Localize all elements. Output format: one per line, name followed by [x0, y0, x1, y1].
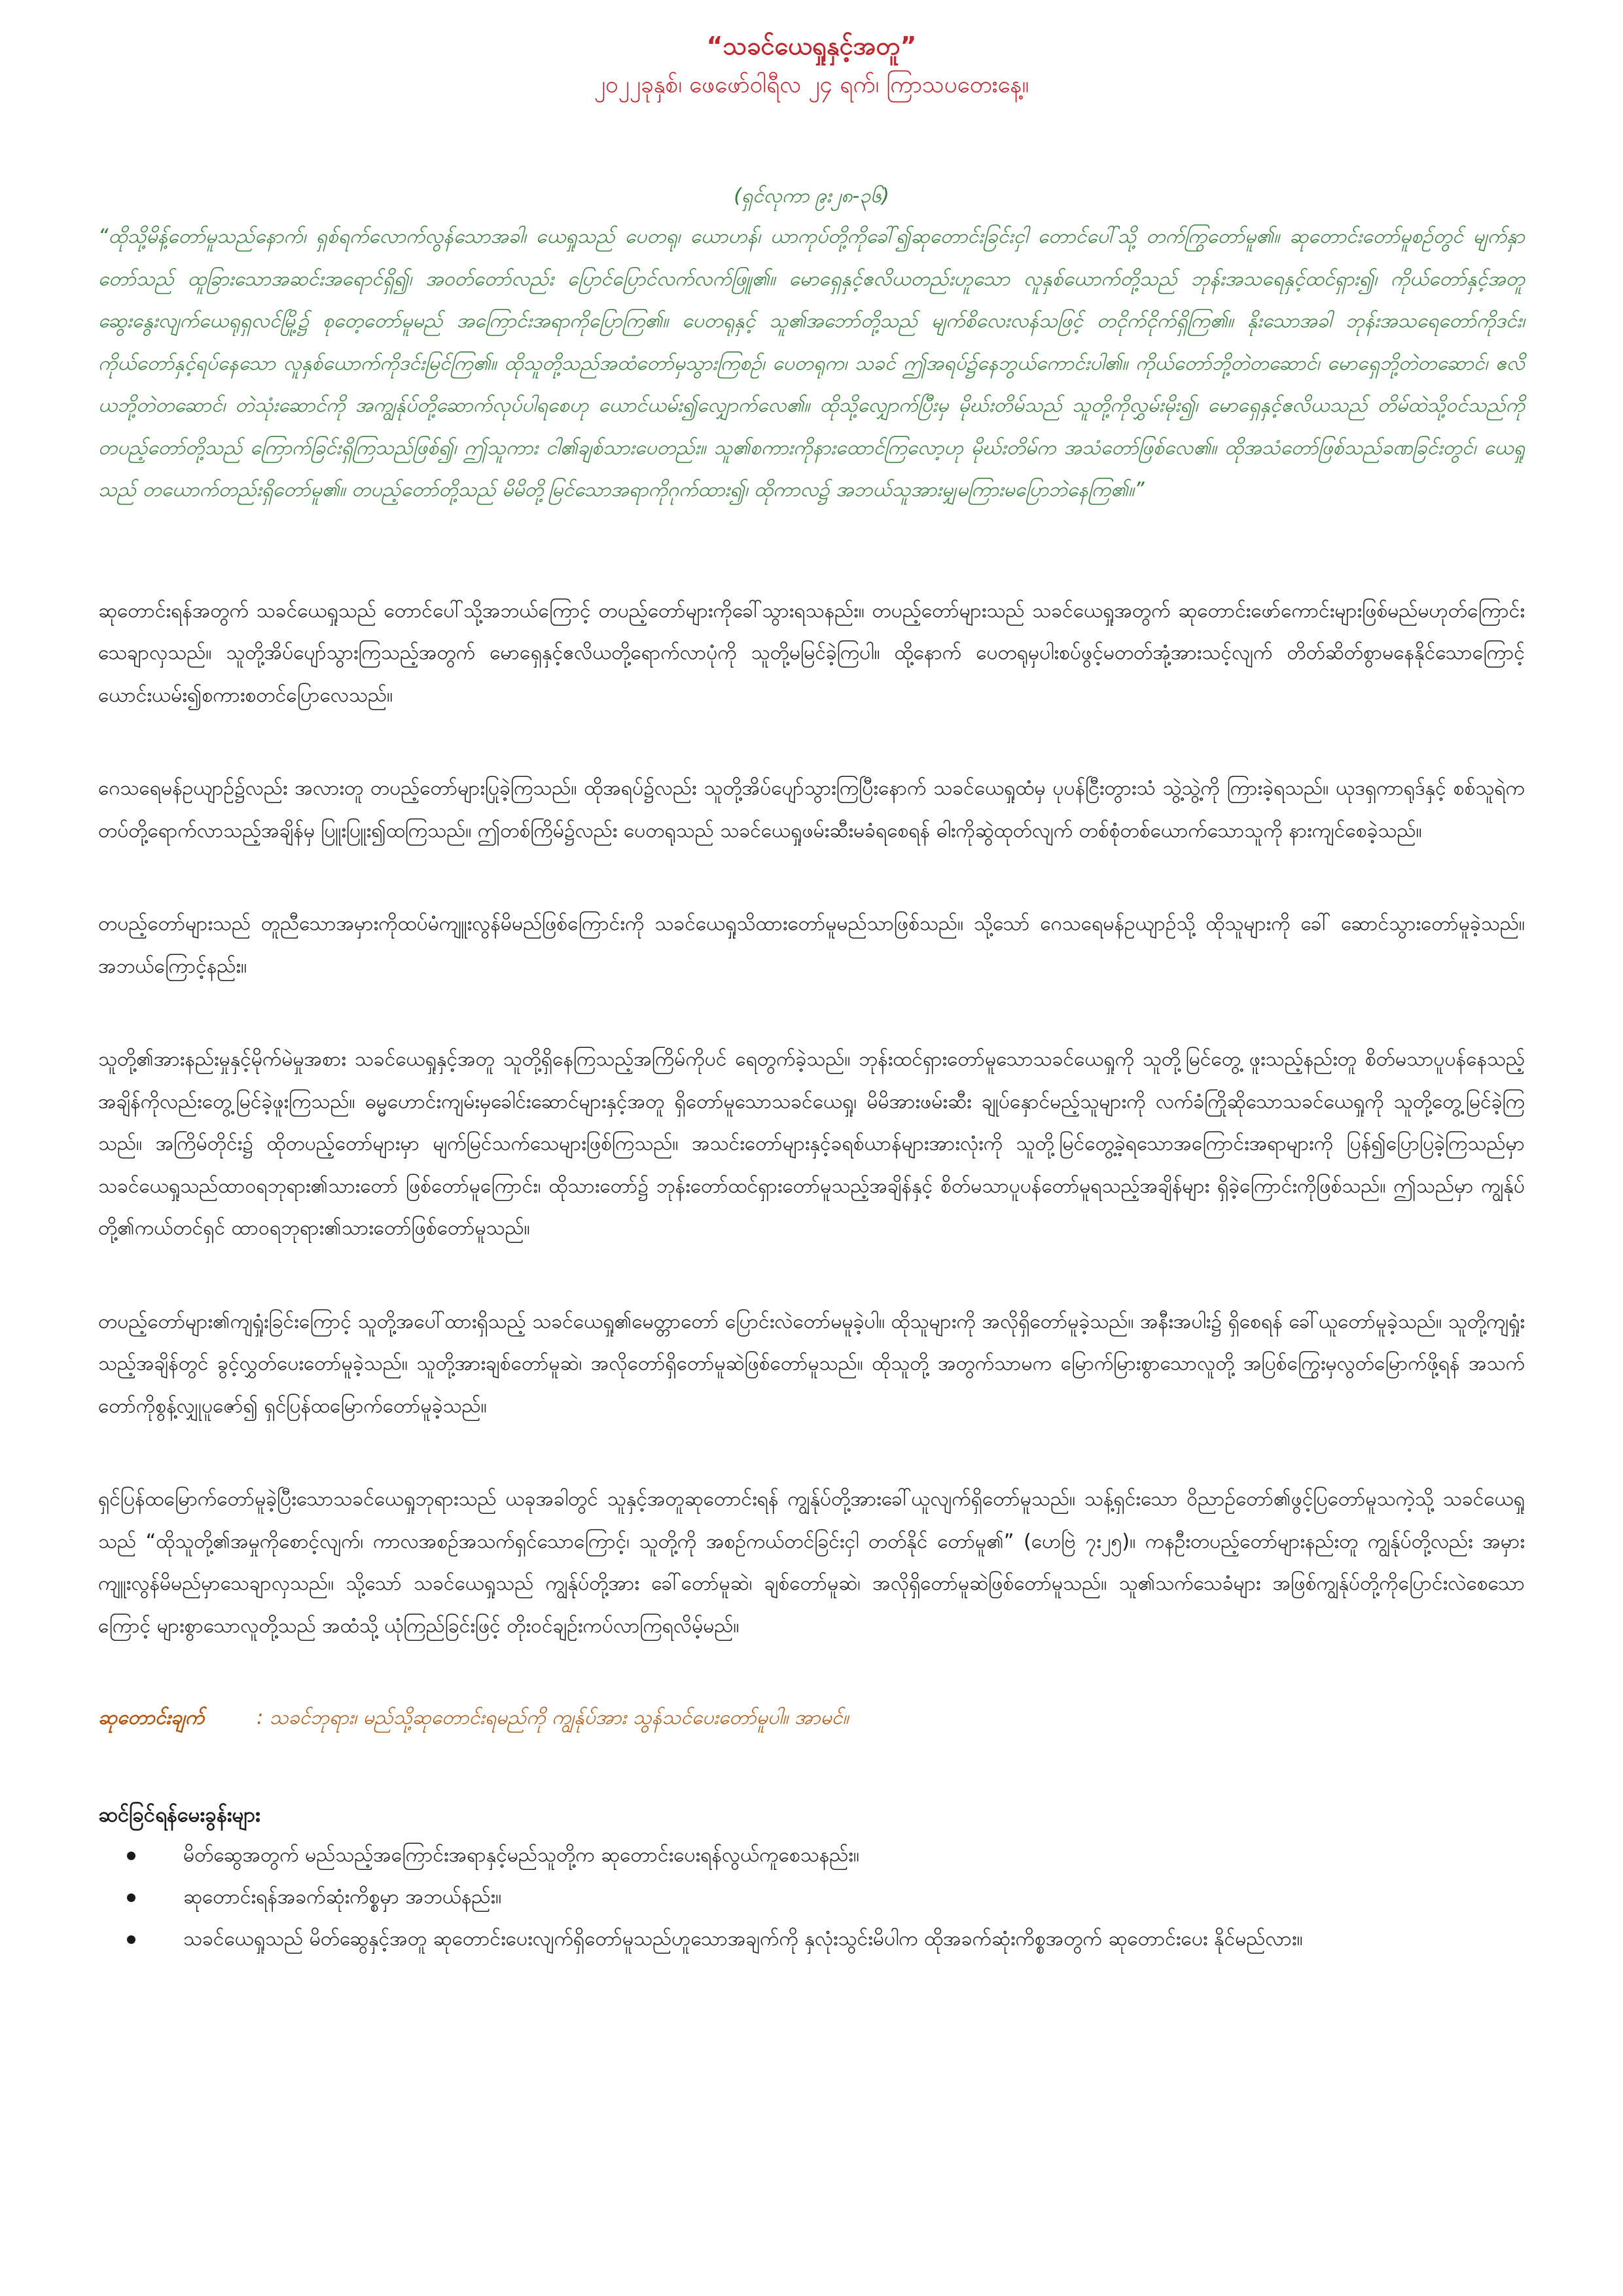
body-paragraph-3: တပည့်တော်များသည် တူညီသောအမှားကိုထပ်မံကျူးလွန်မိမည်ဖြစ်ကြောင်းကို သခင်ယေရှုသိထားတော်မူမည်သာဖြစ်သည်။ သို့သော် ဂေသရေမန်ဥယျာဉ်သို့ ထိုသူများကို ခေါ် ဆောင်သွားတော်မူခဲ့သည်။ အဘယ်ကြောင့်နည်း။ — [98, 912, 1525, 978]
question-text: ဆုတောင်းရန်အခက်ဆုံးကိစ္စမှာ အဘယ်နည်း။ — [183, 1886, 502, 1909]
body-paragraph-2: ဂေသရေမန်ဥယျာဉ်၌လည်း အလားတူ တပည့်တော်များပြုခဲ့ကြသည်။ ထိုအရပ်၌လည်း သူတို့အိပ်ပျော်သွားကြပြီးနောက် သခင်ယေရှုထံမှ ပုပန်ငြီးတွားသံ သွဲ့သွဲ့ကို ကြားခဲ့ရသည်။ ယုဒရှကာရုဒ်နှင့် စစ်သူရဲကတပ်တို့ရောက်လာသည့်အချိန်မှ ပြူးပြူး၍ထကြသည်။ ဤတစ်ကြိမ်၌လည်း ပေတရုသည် သခင်ယေရှုဖမ်းဆီးမခံရစေရန် ဓါးကိုဆွဲထုတ်လျက် တစ်စုံတစ်ယောက်သောသူကို နားကျင်စေခဲ့သည်။ — [98, 777, 1525, 842]
bullet-icon — [127, 1893, 135, 1902]
question-text: သခင်ယေရှုသည် မိတ်ဆွေနှင့်အတူ ဆုတောင်းပေးလျက်ရှိတော်မူသည်ဟူသောအချက်ကို နှလုံးသွင်းမိပါက ထိုအခက်ဆုံးကိစ္စအတွက် ဆုတောင်းပေး နိုင်မည်လား။ — [183, 1928, 1303, 1950]
prayer-text: : သခင်ဘုရား၊ မည်သို့ဆုတောင်းရမည်ကို ကျွန်ုပ်အား သွန်သင်ပေးတော်မူပါ။ အာမင်။ — [257, 1706, 849, 1729]
question-item — [98, 1918, 1525, 1960]
prayer-line — [98, 1698, 1525, 1738]
question-text: မိတ်ဆွေအတွက် မည်သည့်အကြောင်းအရာနှင့်မည်သူတို့က ဆုတောင်းပေးရန်လွယ်ကူစေသနည်း။ — [183, 1844, 860, 1867]
scripture-reference: (ရှင်လုကာ ၉း၂၈-၃၆) — [734, 185, 889, 207]
bullet-icon — [127, 1935, 135, 1944]
body-paragraph-1: ဆုတောင်းရန်အတွက် သခင်ယေရှုသည် တောင်ပေါ်သို့အဘယ်ကြောင့် တပည့်တော်များကိုခေါ်သွားရသနည်း။ တပည့်တော်များသည် သခင်ယေရှုအတွက် ဆုတောင်းဖော်ကောင်းများဖြစ်မည်မဟုတ်ကြောင်း သေချာလှသည်။ သူတို့အိပ်ပျော်သွားကြသည့်အတွက် မောရှေနှင့်ဧလိယတို့ရောက်လာပုံကို သူတို့မမြင်ခဲ့ကြပါ။ ထို့နောက် ပေတရုမှပါးစပ်ဖွင့်မတတ်အုံ့အားသင့်လျက် တိတ်ဆိတ်စွာမနေနိုင်သောကြောင့် ယောင်းယမ်း၍စကားစတင်ပြောလေသည်။ — [98, 599, 1525, 707]
body-paragraph-5: တပည့်တော်များ၏ကျရှုံးခြင်းကြောင့် သူတို့အပေါ်ထားရှိသည့် သခင်ယေရှု၏မေတ္တာတော် ပြောင်းလဲတော်မမူခဲ့ပါ။ ထိုသူများကို အလိုရှိတော်မူခဲ့သည်။ အနီးအပါး၌ ရှိစေရန် ခေါ်ယူတော်မူခဲ့သည်။ သူတို့ကျရှုံးသည့်အချိန်တွင် ခွင့်လွှတ်ပေးတော်မူခဲ့သည်။ သူတို့အားချစ်တော်မူဆဲ၊ အလိုတော်ရှိတော်မူဆဲဖြစ်တော်မူသည်။ ထိုသူတို့ အတွက်သာမက မြောက်မြားစွာသောလူတို့ အပြစ်ကြွေးမှလွတ်မြောက်ဖို့ရန် အသက်တော်ကိုစွန့်လျှုပူဇော်၍ ရှင်ပြန်ထမြောက်တော်မူခဲ့သည်။ — [98, 1310, 1525, 1418]
devotional-page — [98, 26, 1525, 1960]
prayer-label: ဆုတောင်းချက် — [98, 1706, 205, 1729]
devotional-title: “သခင်ယေရှုနှင့်အတူ” — [706, 31, 917, 60]
bullet-icon — [127, 1852, 135, 1860]
question-item — [98, 1835, 1525, 1876]
body-paragraph-6: ရှင်ပြန်ထမြောက်တော်မူခဲ့ပြီးသောသခင်ယေရှုဘုရားသည် ယခုအခါတွင် သူနှင့်အတူဆုတောင်းရန် ကျွန်ုပ်တို့အားခေါ်ယူလျက်ရှိတော်မူသည်။ သန့်ရှင်းသော ဝိညာဉ်တော်၏ဖွင့်ပြတော်မူသကဲ့သို့ သခင်ယေရှုသည် “ထိုသူတို့၏အမှုကိုစောင့်လျက်၊ ကာလအစဉ်အသက်ရှင်သောကြောင့်၊ သူတို့ကို အစဉ်ကယ်တင်ခြင်းငှါ တတ်နိုင် တော်မူ၏” (ဟေဗြဲ ၇း၂၅)။ ကနဦးတပည့်တော်များနည်းတူ ကျွန်ုပ်တို့လည်း အမှားကျူးလွန်မိမည်မှာသေချာလှသည်။ သို့သော် သခင်ယေရှုသည် ကျွန်ုပ်တို့အား ခေါ်တော်မူဆဲ၊ ချစ်တော်မူဆဲ၊ အလိုရှိတော်မူဆဲဖြစ်တော်မူသည်။ သူ၏သက်သေခံများ အဖြစ်ကျွန်ုပ်တို့ကိုပြောင်းလဲစေသောကြောင့် များစွာသောလူတို့သည် အထံသို့ ယုံကြည်ခြင်းဖြင့် တိုးဝင်ချဉ်းကပ်လာကြရလိမ့်မည်။ — [98, 1488, 1525, 1638]
questions-list — [98, 1835, 1525, 1960]
question-item — [98, 1876, 1525, 1918]
devotional-date: ၂၀၂၂ခုနှစ်၊ ဖေဖော်ဝါရီလ ၂၄ ရက်၊ ကြာသပတေးနေ့။ — [594, 72, 1029, 98]
questions-heading: ဆင်ခြင်ရန်မေးခွန်းများ — [98, 1803, 260, 1827]
body-paragraph-4: သူတို့၏အားနည်းမှုနှင့်မိုက်မဲမှုအစား သခင်ယေရှုနှင့်အတူ သူတို့ရှိနေကြသည့်အကြိမ်ကိုပင် ရေတွက်ခဲ့သည်။ ဘုန်းထင်ရှားတော်မူသောသခင်ယေရှုကို သူတို့မြင်တွေ့ ဖူးသည့်နည်းတူ စိတ်မသာပူပန်နေသည့်အချိန်ကိုလည်းတွေ့မြင်ခဲ့ဖူးကြသည်။ ဓမ္မဟောင်းကျမ်းမှခေါင်းဆောင်များနှင့်အတူ ရှိတော်မူသောသခင်ယေရှု၊ မိမိအားဖမ်းဆီး ချုပ်နှောင်မည့်သူများကို လက်ခံကြိုဆိုသောသခင်ယေရှုကို သူတို့တွေ့မြင်ခဲ့ကြသည်။ အကြိမ်တိုင်း၌ ထိုတပည့်တော်များမှာ မျက်မြင်သက်သေများဖြစ်ကြသည်။ အသင်းတော်များနှင့်ခရစ်ယာန်များအားလုံးကို သူတို့မြင်တွေ့ခဲ့ရသောအကြောင်းအရာများကို ပြန်၍ပြောပြခဲ့ကြသည်မှာ သခင်ယေရှုသည်ထာဝရဘုရား၏သားတော် ဖြစ်တော်မူကြောင်း၊ ထိုသားတော်၌ ဘုန်းတော်ထင်ရှားတော်မူသည့်အချိန်နှင့် စိတ်မသာပူပန်တော်မူရသည့်အချိန်များ ရှိခဲ့ကြောင်းကိုဖြစ်သည်။ ဤသည်မှာ ကျွန်ုပ်တို့၏ကယ်တင်ရှင် ထာဝရဘုရား၏သားတော်ဖြစ်တော်မူသည်။ — [98, 1048, 1525, 1240]
scripture-quote: “ထိုသို့မိန့်တော်မူသည်နောက်၊ ရှစ်ရက်လောက်လွန်သောအခါ၊ ယေရှုသည် ပေတရု၊ ယောဟန်၊ ယာကုပ်တို့ကိုခေါ်၍ဆုတောင်းခြင်းငှါ တောင်ပေါ်သို့ တက်ကြွတော်မူ၏။ ဆုတောင်းတော်မူစဉ်တွင် မျက်နှာတော်သည် ထူခြားသောအဆင်းအရောင်ရှိ၍၊ အဝတ်တော်လည်း ပြောင်ပြောင်လက်လက်ဖြူ၏။ မောရှေနှင့်ဧလိယတည်းဟူသော လူနှစ်ယောက်တို့သည် ဘုန်းအသရေနှင့်ထင်ရှား၍၊ ကိုယ်တော်နှင့်အတူဆွေးနွေးလျက်ယေရုရှလင်မြို့၌ စုတေ့တော်မူမည် အကြောင်းအရာကိုပြောကြ၏။ ပေတရုနှင့် သူ၏အဘော်တို့သည် မျက်စိလေးလန်သဖြင့် တငိုက်ငိုက်ရှိကြ၏။ နိုးသောအခါ ဘုန်းအသရေတော်ကိုဒင်း၊ ကိုယ်တော်နှင့်ရပ်နေသော လူနှစ်ယောက်ကိုဒင်းမြင်ကြ၏။ ထိုသူတို့သည်အထံတော်မှသွားကြစဉ်၊ ပေတရုက၊ သခင် ဤအရပ်၌နေဘွယ်ကောင်းပါ၏။ ကိုယ်တော်ဘို့တဲတဆောင်၊ မောရှေဘို့တဲတဆောင်၊ ဧလိယဘို့တဲတဆောင်၊ တဲသုံးဆောင်ကို အကျွန်ုပ်တို့ဆောက်လုပ်ပါရစေဟု ယောင်ယမ်း၍လျှောက်လေ၏။ ထိုသို့လျှောက်ပြီးမှ မိုဃ်းတိမ်သည် သူတို့ကိုလွှမ်းမိုး၍၊ မောရှေနှင့်ဧလိယသည် တိမ်ထဲသို့ဝင်သည်ကို တပည့်တော်တို့သည် ကြောက်ခြင်းရှိကြသည်ဖြစ်၍၊ ဤသူကား ငါ၏ချစ်သားပေတည်း။ သူ၏စကားကိုနားထောင်ကြလော့ဟု မိုဃ်းတိမ်က အသံတော်ဖြစ်လေ၏။ ထိုအသံတော်ဖြစ်သည်ခဏခြင်းတွင်၊ ယေရှုသည် တယောက်တည်းရှိတော်မူ၏။ တပည့်တော်တို့သည် မိမိတို့မြင်သောအရာကိုဂုက်ထား၍၊ ထိုကာလ၌ အဘယ်သူအားမျှမကြားမပြောဘဲနေကြ၏။” — [98, 225, 1525, 501]
